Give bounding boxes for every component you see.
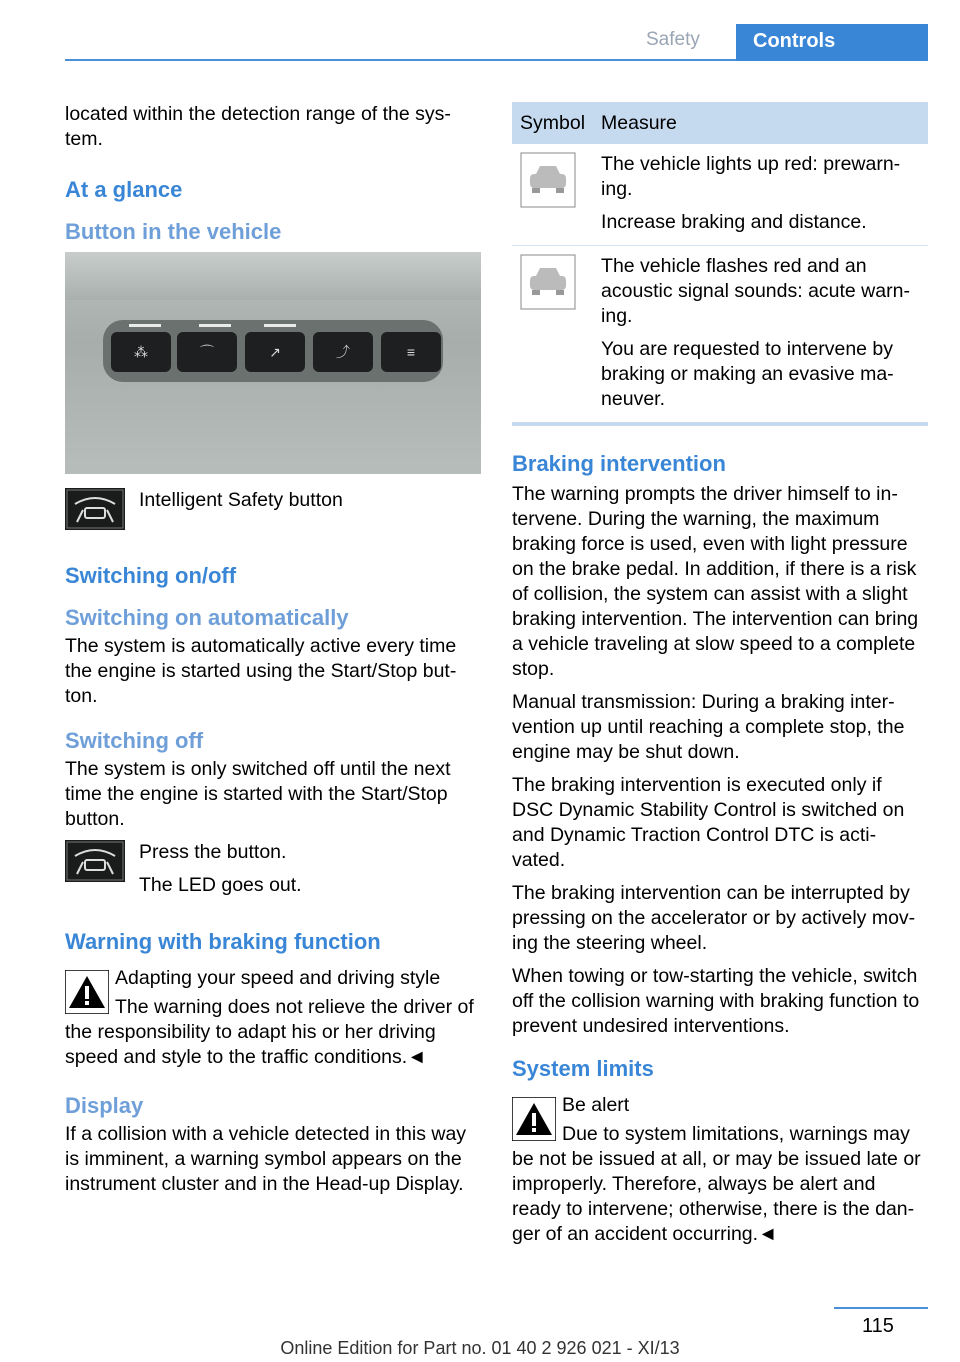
alert-note — [512, 1093, 928, 1118]
right-column — [512, 102, 928, 1255]
col-symbol-header: Symbol — [512, 102, 593, 144]
alert-title: Be alert — [562, 1094, 630, 1116]
col-measure-header: Measure — [593, 102, 928, 144]
heading-switching-off: Switching off — [65, 728, 204, 753]
braking-p1: The warning prompts the driver himself to in-tervene. During the warning, the maximum braking force is used, even with light pressure on the brake pedal. In addition, if there is a risk of collision, the system can assist with a slight braking intervention. The intervention can bring a vehicle traveling at slow speed to a complete stop. — [512, 483, 919, 680]
press-button-text: Press the button. — [139, 841, 287, 863]
alert-text: Due to system limitations, warnings may be not be issued at all, or may be issued late or improperly. Therefore, always be alert and ready to intervene; otherwise, there is the dan-ger of an accident occurring.◄ — [512, 1123, 921, 1245]
vehicle-prewarning-icon — [520, 152, 576, 208]
heading-display: Display — [65, 1093, 144, 1118]
heading-at-a-glance: At a glance — [65, 177, 183, 202]
braking-p5: When towing or tow-starting the vehicle, switch off the collision warning with braking function to prevent undesired interventions. — [512, 965, 920, 1037]
intelligent-safety-row — [65, 488, 481, 530]
table-row — [512, 144, 928, 246]
header-section: Safety — [646, 29, 700, 50]
warning-text: The warning does not relieve the driver of the responsibility to adapt his or her driving speed and style to the traffic conditions.◄ — [65, 996, 474, 1068]
heading-warning-braking: Warning with braking function — [65, 929, 381, 954]
heading-system-limits: System limits — [512, 1056, 654, 1081]
table-row — [512, 246, 928, 425]
footer-rule — [834, 1307, 928, 1309]
heading-braking-intervention: Braking intervention — [512, 451, 726, 476]
intelligent-safety-icon — [65, 488, 125, 530]
page-number: 115 — [862, 1315, 894, 1337]
warning-triangle-icon — [65, 970, 109, 1014]
off-text: The system is only switched off until the next time the engine is started with the Start/Stop button. — [65, 758, 451, 830]
braking-p4: The braking intervention can be interrupted by pressing on the accelerator or by actively mov-ing the steering wheel. — [512, 882, 916, 954]
button-panel-photo: ⁂ ⌒ ↗ ⤴ ≡ — [65, 252, 481, 474]
vehicle-acute-warning-icon — [520, 254, 576, 310]
row2-line2: You are requested to intervene by braking or making an evasive ma-neuver. — [601, 338, 894, 410]
auto-text: The system is automatically active every time the engine is started using the Start/Stop but-ton. — [65, 635, 457, 707]
warning-triangle-icon — [512, 1097, 556, 1141]
warning-title: Adapting your speed and driving style — [115, 967, 441, 989]
symbol-table — [512, 102, 928, 426]
display-text: If a collision with a vehicle detected in this way is imminent, a warning symbol appears on the instrument cluster and in the Head-up Display. — [65, 1123, 467, 1195]
row1-line1: The vehicle lights up red: prewarn-ing. — [601, 153, 901, 200]
row1-line2: Increase braking and distance. — [601, 211, 867, 233]
led-out-text: The LED goes out. — [139, 874, 302, 896]
edition-text: Online Edition for Part no. 01 40 2 926 021 - XI/13 — [280, 1338, 680, 1358]
braking-p3: The braking intervention is executed only if DSC Dynamic Stability Control is switched on and Dynamic Traction Control DTC is acti-vated. — [512, 774, 905, 871]
intro-text: located within the detection range of the sys-tem. — [65, 103, 451, 150]
warning-note — [65, 966, 481, 991]
intelligent-safety-caption: Intelligent Safety button — [139, 489, 343, 511]
intelligent-safety-icon — [65, 840, 125, 882]
heading-switching-on-off: Switching on/off — [65, 563, 237, 588]
press-button-row — [65, 840, 481, 906]
row2-line1: The vehicle flashes red and an acoustic signal sounds: acute warn-ing. — [601, 255, 910, 327]
header-chapter: Controls — [753, 30, 836, 52]
left-column — [65, 102, 481, 1205]
heading-switching-on-automatically: Switching on automatically — [65, 605, 349, 630]
heading-button-in-vehicle: Button in the vehicle — [65, 219, 282, 244]
braking-p2: Manual transmission: During a braking inter-vention up until reaching a complete stop, the engine may be shut down. — [512, 691, 905, 763]
